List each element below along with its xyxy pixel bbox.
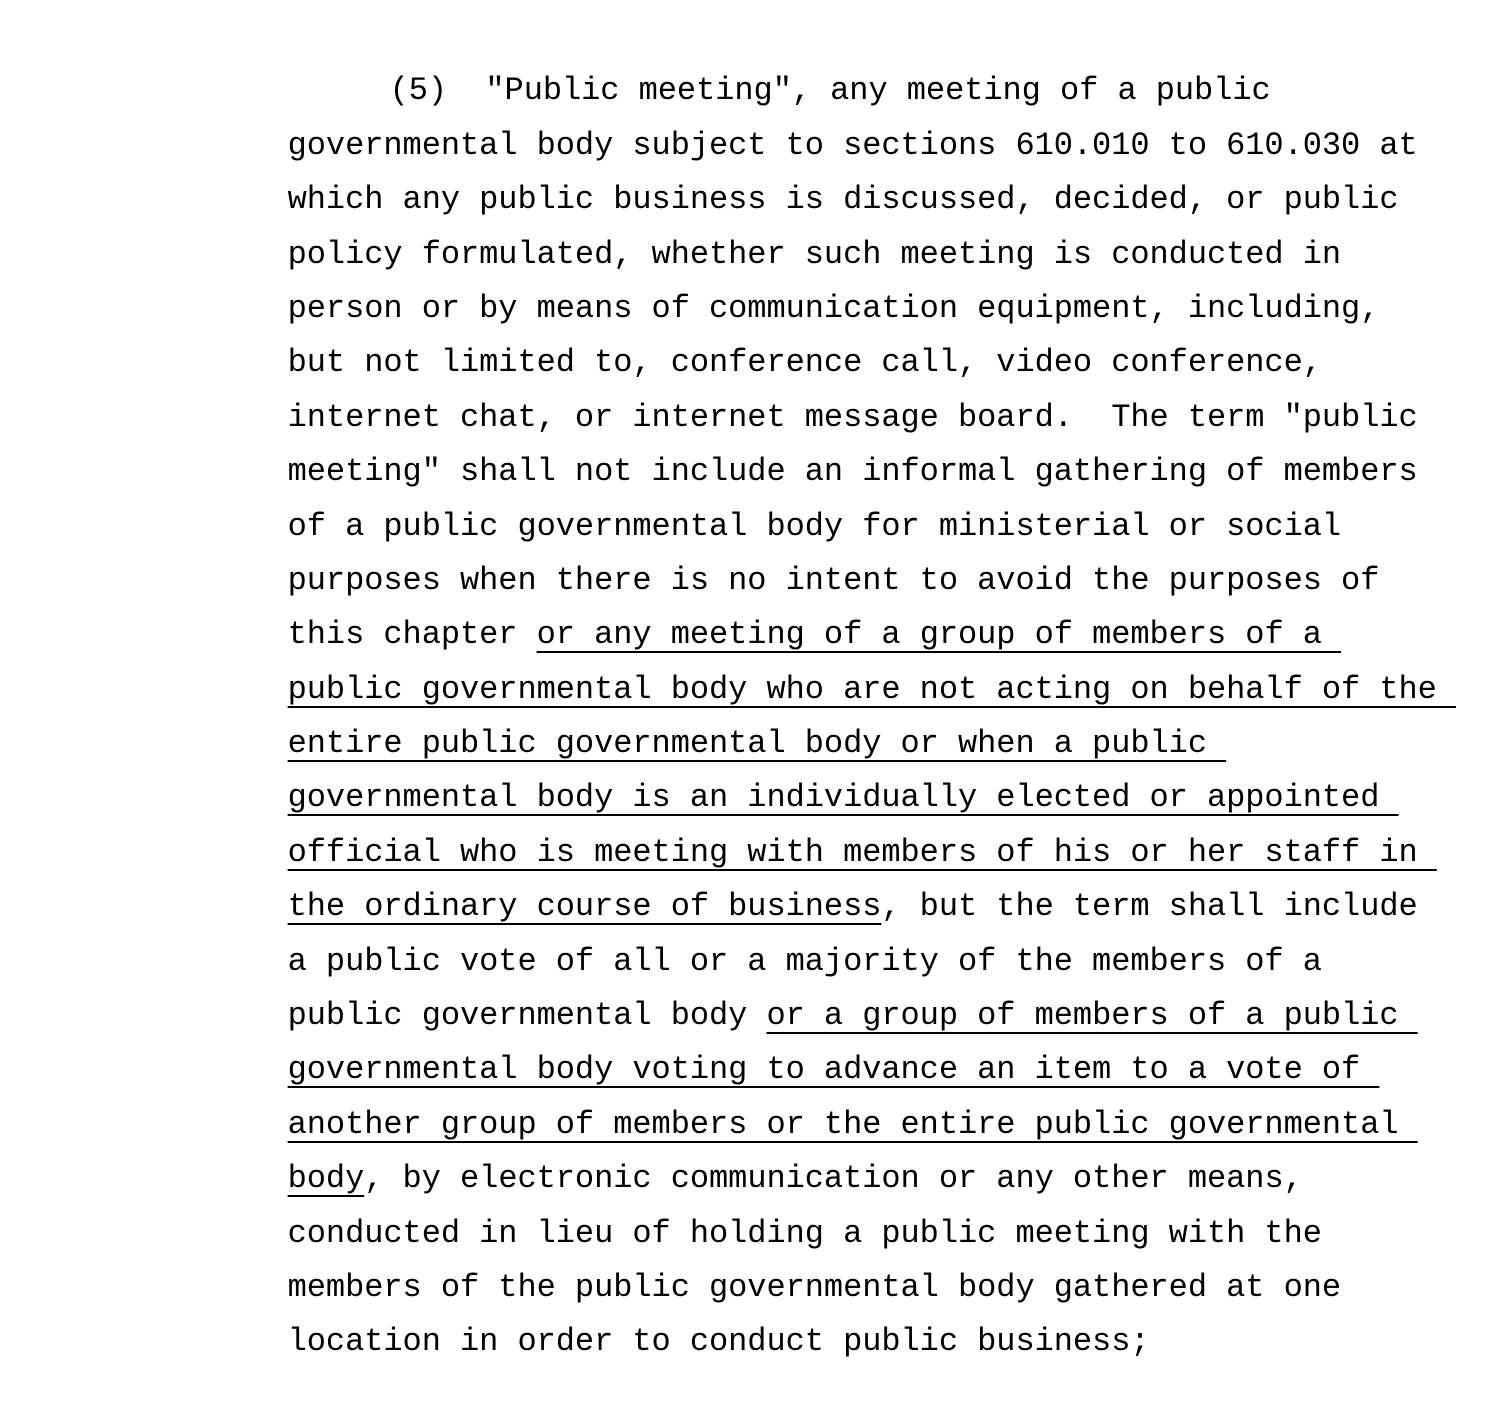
- inserted-text: body: [287, 1160, 365, 1198]
- text-segment: this chapter: [287, 616, 537, 654]
- text-segment: public governmental body: [287, 997, 767, 1035]
- text-segment: , but the term shall include: [881, 888, 1418, 926]
- inserted-text: another group of members or the entire public governmental: [287, 1105, 1418, 1143]
- text-line: [211, 10, 1411, 110]
- text-segment: policy formulated, whether such meeting is conducted in: [287, 235, 1342, 273]
- text-segment: location in order to conduct public business;: [287, 1323, 1150, 1361]
- text-segment: purposes when there is no intent to avoid the purposes of: [287, 561, 1380, 599]
- text-segment: which any public business is discussed, decided, or public: [287, 181, 1399, 219]
- text-segment: (5) "Public meeting", any meeting of a public: [389, 72, 1271, 110]
- text-segment: of a public governmental body for ministerial or social: [287, 507, 1342, 545]
- inserted-text: governmental body voting to advance an item to a vote of: [287, 1051, 1380, 1089]
- text-segment: members of the public governmental body gathered at one: [287, 1269, 1342, 1306]
- text-segment: but not limited to, conference call, video conference,: [287, 344, 1322, 382]
- inserted-text: governmental body is an individually elected or appointed: [287, 779, 1399, 817]
- text-segment: person or by means of communication equipment, including,: [287, 289, 1380, 327]
- inserted-text: or any meeting of a group of members of a: [536, 616, 1342, 654]
- inserted-text: or a group of members of a public: [766, 997, 1418, 1035]
- text-segment: governmental body subject to sections 610.010 to 610.030 at: [287, 126, 1418, 164]
- inserted-text: the ordinary course of business: [287, 888, 882, 926]
- text-segment: conducted in lieu of holding a public meeting with the: [287, 1214, 1322, 1252]
- text-segment: , by electronic communication or any other means,: [364, 1160, 1303, 1198]
- inserted-text: official who is meeting with members of his or her staff in: [287, 833, 1437, 871]
- text-segment: meeting" shall not include an informal gathering of members: [287, 453, 1418, 491]
- inserted-text: entire public governmental body or when a public: [287, 725, 1227, 763]
- text-segment: a public vote of all or a majority of the members of a: [287, 942, 1322, 980]
- text-segment: internet chat, or internet message board. The term "public: [287, 398, 1418, 436]
- inserted-text: public governmental body who are not acting on behalf of the: [287, 670, 1456, 708]
- document-page: [211, 10, 1456, 1361]
